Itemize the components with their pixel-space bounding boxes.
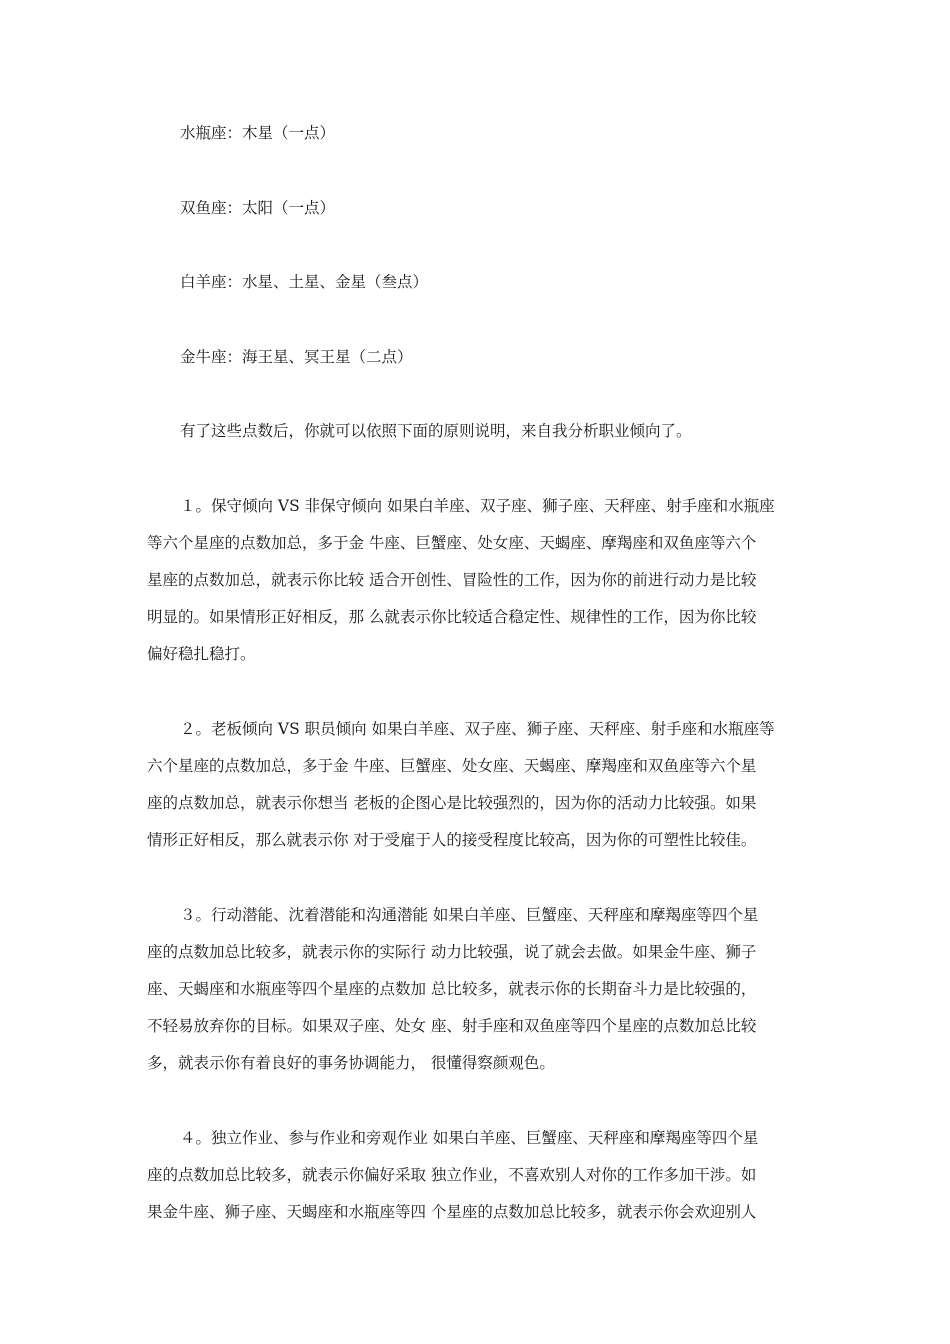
paragraph-3-line: 座、天蝎座和水瓶座等四个星座的点数加 总比较多，就表示你的长期奋斗力是比较强的， <box>147 980 757 998</box>
score-line-taurus: 金牛座：海王星、冥王星（二点） <box>180 348 413 366</box>
paragraph-3-line: 不轻易放弃你的目标。如果双子座、处女 座、射手座和双鱼座等四个星座的点数加总比较 <box>147 1017 757 1035</box>
paragraph-1-line: 明显的。如果情形正好相反，那 么就表示你比较适合稳定性、规律性的工作，因为你比较 <box>147 608 757 626</box>
paragraph-4-line: 座的点数加总比较多，就表示你偏好采取 独立作业，不喜欢别人对你的工作多加干涉。如 <box>147 1166 757 1184</box>
paragraph-1-line: １。保守倾向 VS 非保守倾向 如果白羊座、双子座、狮子座、天秤座、射手座和水瓶座 <box>180 497 775 515</box>
paragraph-4-line: 果金牛座、狮子座、天蝎座和水瓶座等四 个星座的点数加总比较多，就表示你会欢迎别人 <box>147 1203 757 1221</box>
score-line-pisces: 双鱼座：太阳（一点） <box>180 199 336 217</box>
paragraph-1-line: 等六个星座的点数加总，多于金 牛座、巨蟹座、处女座、天蝎座、摩羯座和双鱼座等六个 <box>147 534 757 552</box>
score-line-aries: 白羊座：水星、土星、金星（叁点） <box>180 273 429 291</box>
paragraph-2-line: 座的点数加总，就表示你想当 老板的企图心是比较强烈的，因为你的活动力比较强。如果 <box>147 794 757 812</box>
paragraph-4-line: ４。独立作业、参与作业和旁观作业 如果白羊座、巨蟹座、天秤座和摩羯座等四个星 <box>180 1129 759 1147</box>
paragraph-1-line: 星座的点数加总，就表示你比较 适合开创性、冒险性的工作，因为你的前进行动力是比较 <box>147 571 757 589</box>
paragraph-3-line: 座的点数加总比较多，就表示你的实际行 动力比较强，说了就会去做。如果金牛座、狮子 <box>147 943 757 961</box>
paragraph-2-line: 六个星座的点数加总，多于金 牛座、巨蟹座、处女座、天蝎座、摩羯座和双鱼座等六个星 <box>147 757 757 775</box>
paragraph-2-line: ２。老板倾向 VS 职员倾向 如果白羊座、双子座、狮子座、天秤座、射手座和水瓶座等 <box>180 720 775 738</box>
paragraph-3-line: 多，就表示你有着良好的事务协调能力， 很懂得察颜观色。 <box>147 1054 555 1072</box>
paragraph-2-line: 情形正好相反，那么就表示你 对于受雇于人的接受程度比较高，因为你的可塑性比较佳。 <box>147 831 757 849</box>
paragraph-1-line: 偏好稳扎稳打。 <box>147 645 256 663</box>
score-line-aquarius: 水瓶座：木星（一点） <box>180 124 336 142</box>
intro-paragraph: 有了这些点数后，你就可以依照下面的原则说明，来自我分析职业倾向了。 <box>180 422 692 440</box>
paragraph-3-line: ３。行动潜能、沈着潜能和沟通潜能 如果白羊座、巨蟹座、天秤座和摩羯座等四个星 <box>180 906 759 924</box>
